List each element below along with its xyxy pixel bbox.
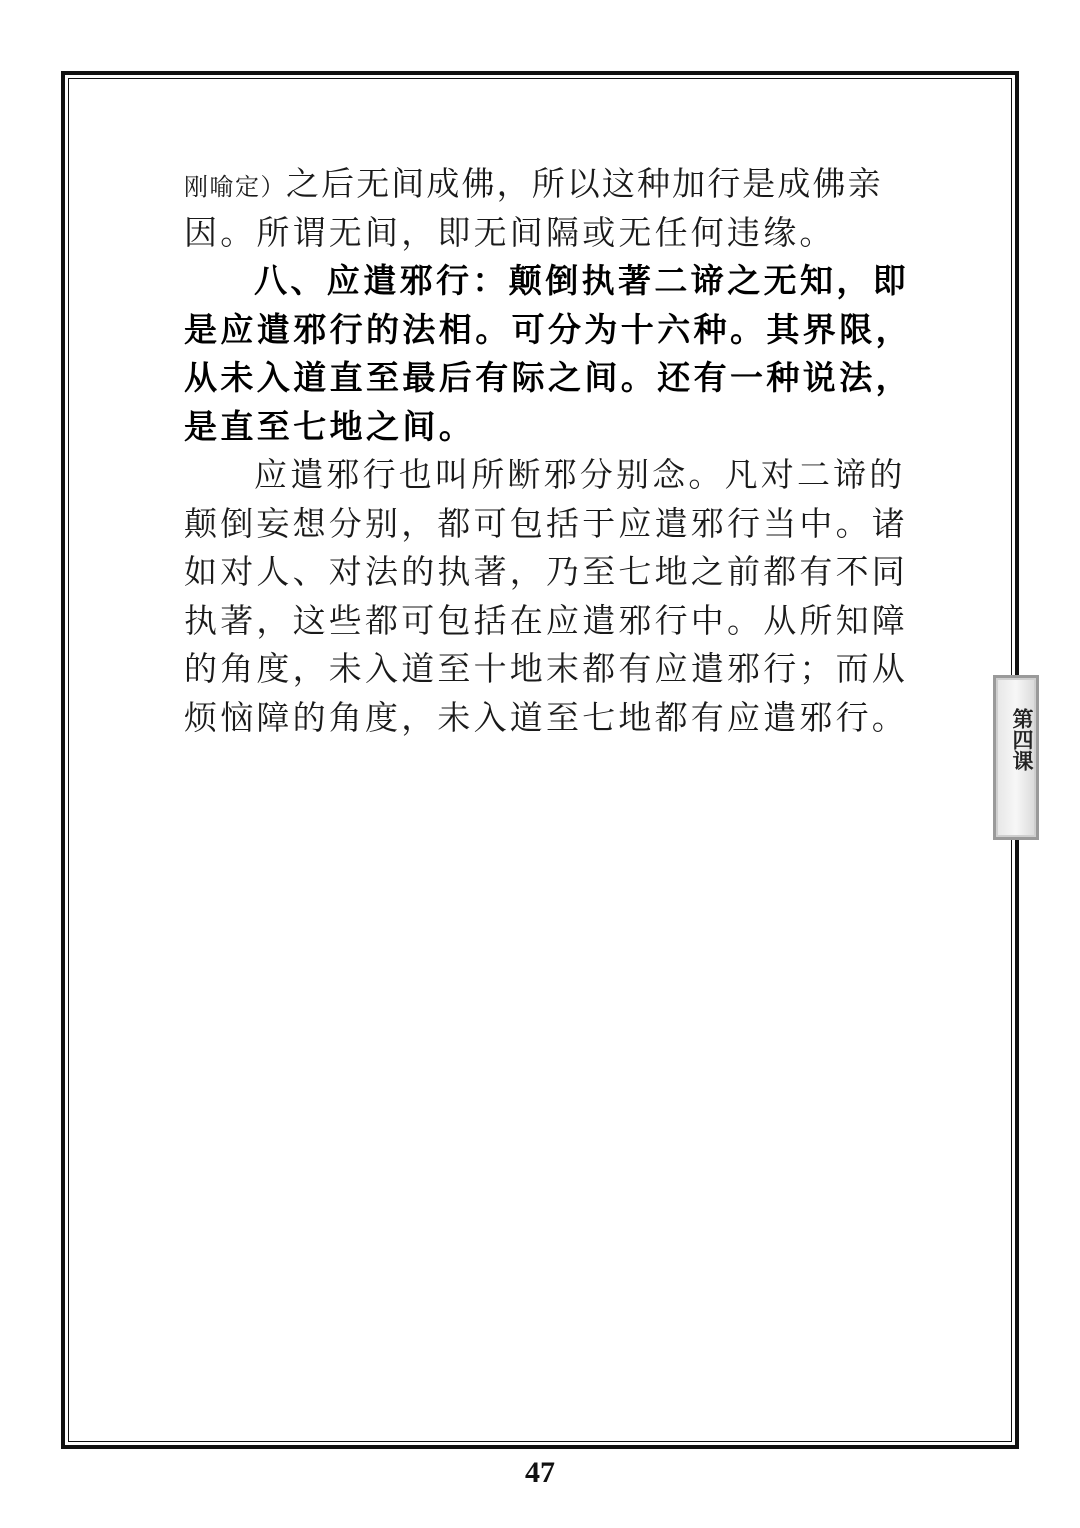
text-fragment: 之后无间成佛，所以这种加行是成佛亲 <box>286 164 883 203</box>
text-line: 如对人、对法的执著，乃至七地之前都有不同 <box>184 552 908 591</box>
section-heading-line: 从未入道直至最后有际之间。还有一种说法， <box>184 358 912 397</box>
text-line: 因。所谓无间，即无间隔或无任何违缘。 <box>184 212 836 252</box>
chapter-side-tab <box>993 675 1039 840</box>
text-line: 烦恼障的角度，未入道至七地都有应遣邪行。 <box>184 697 908 737</box>
text-line: 应遣邪行也叫所断邪分别念。凡对二谛的 <box>254 455 906 494</box>
text-line: 的角度，未入道至十地末都有应遣邪行；而从 <box>184 649 908 688</box>
text-line: 颠倒妄想分别，都可包括于应遣邪行当中。诸 <box>184 503 908 543</box>
page-number: 47 <box>525 1456 555 1489</box>
text-line: 执著，这些都可包括在应遣邪行中。从所知障 <box>184 600 908 640</box>
body-text <box>184 160 914 742</box>
text-line <box>184 160 914 209</box>
section-heading-line: 是应遣邪行的法相。可分为十六种。其界限， <box>184 309 912 349</box>
text-fragment-small: 刚喻定） <box>184 173 286 201</box>
section-heading-line: 八、应遣邪行：颠倒执著二谛之无知，即 <box>254 261 910 300</box>
section-heading-line: 是直至七地之间。 <box>184 406 476 446</box>
chapter-tab-label: 第四课 <box>1010 708 1035 771</box>
